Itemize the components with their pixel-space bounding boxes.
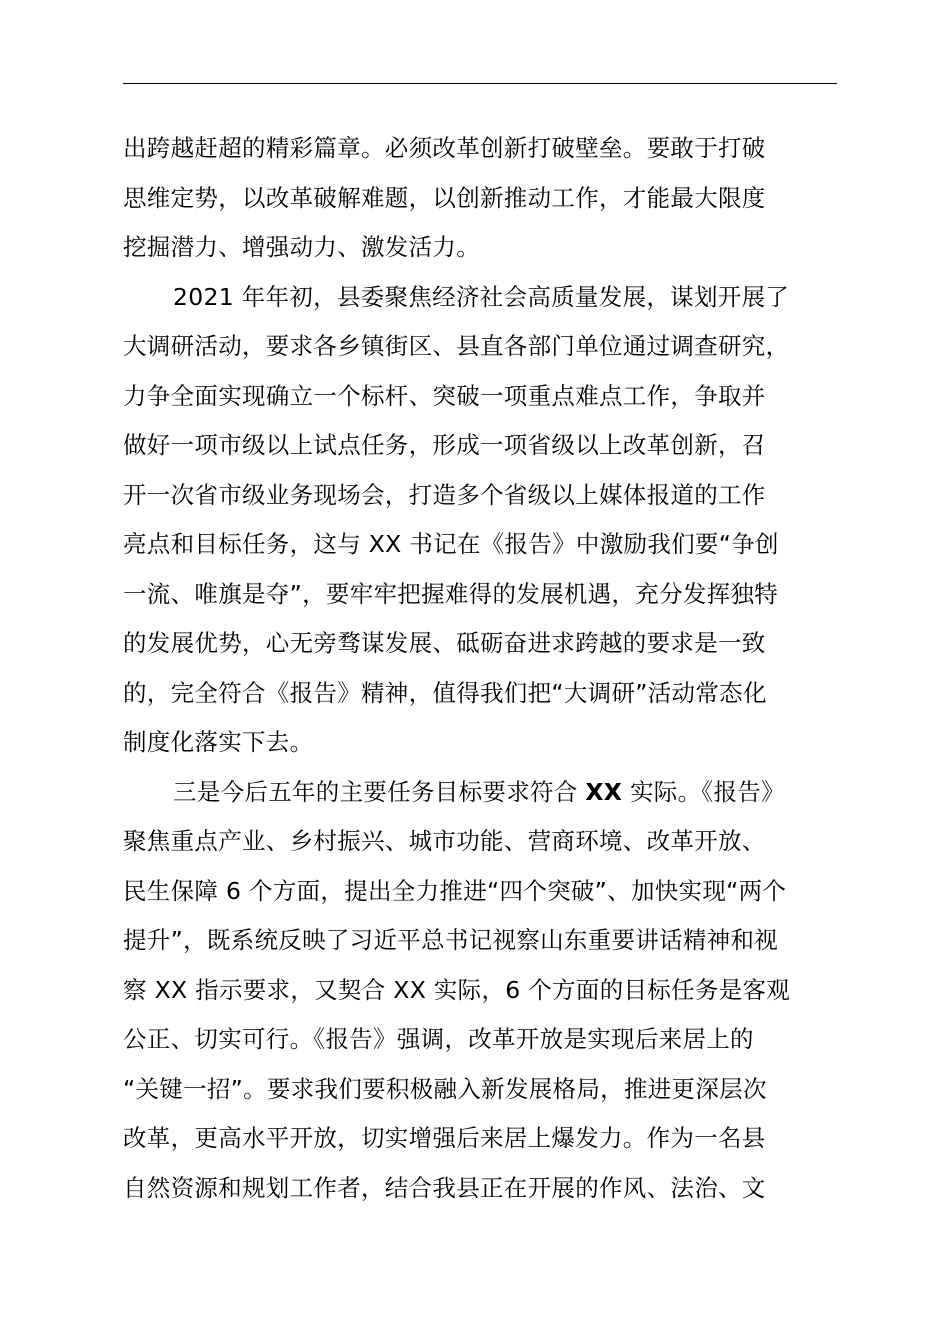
text-line: 一流、唯旗是夺”，要牢牢把握难得的发展机遇，充分发挥独特 (123, 579, 779, 608)
text-segment: 实际。《报告》 (622, 777, 785, 806)
text-line: “关键一招”。要求我们要积极融入新发展格局，推进更深层次 (123, 1074, 767, 1103)
text-line: 自然资源和规划工作者，结合我县正在开展的作风、法治、文 (123, 1173, 766, 1202)
text-segment: 三是今后五年的主要任务目标要求符合 (173, 777, 586, 806)
text-line: 开一次省市级业务现场会，打造多个省级以上媒体报道的工作 (123, 480, 766, 509)
text-line: 提升”，既系统反映了习近平总书记视察山东重要讲话精神和视 (123, 926, 779, 954)
text-line: 大调研活动，要求各乡镇街区、县直各部门单位通过调查研究， (123, 332, 790, 360)
paragraph-start-line: 2021 年年初，县委聚焦经济社会高质量发展，谋划开展了 (173, 282, 790, 311)
text-line: 的，完全符合《报告》精神，值得我们把“大调研”活动常态化 (123, 678, 767, 707)
text-line: 力争全面实现确立一个标杆、突破一项重点难点工作，争取并 (123, 381, 766, 410)
header-rule (123, 83, 837, 84)
text-line: 公正、切实可行。《报告》强调，改革开放是实现后来居上的 (123, 1025, 754, 1053)
text-line: 民生保障 6 个方面，提出全力推进“四个突破”、加快实现“两个 (123, 876, 787, 905)
text-line: 挖掘潜力、增强动力、激发活力。 (123, 233, 480, 261)
body-text (123, 124, 863, 1213)
text-line: 出跨越赶超的精彩篇章。必须改革创新打破壁垒。要敢于打破 (123, 134, 766, 162)
text-line: 改革，更高水平开放，切实增强后来居上爆发力。作为一名县 (123, 1124, 766, 1152)
bold-text-segment: XX (585, 777, 623, 806)
text-line: 亮点和目标任务，这与 XX 书记在《报告》中激励我们要“争创 (123, 530, 779, 558)
text-line: 做好一项市级以上试点任务，形成一项省级以上改革创新，召 (123, 431, 766, 459)
text-line: 思维定势，以改革破解难题，以创新推动工作，才能最大限度 (123, 183, 766, 212)
text-line: 察 XX 指示要求，又契合 XX 实际，6 个方面的目标任务是客观 (123, 975, 791, 1004)
text-line: 制度化落实下去。 (123, 728, 314, 756)
paragraph-start-line (123, 768, 863, 818)
text-line: 聚焦重点产业、乡村振兴、城市功能、营商环境、改革开放、 (123, 827, 766, 855)
text-line: 的发展优势，心无旁骛谋发展、砥砺奋进求跨越的要求是一致 (123, 629, 766, 657)
